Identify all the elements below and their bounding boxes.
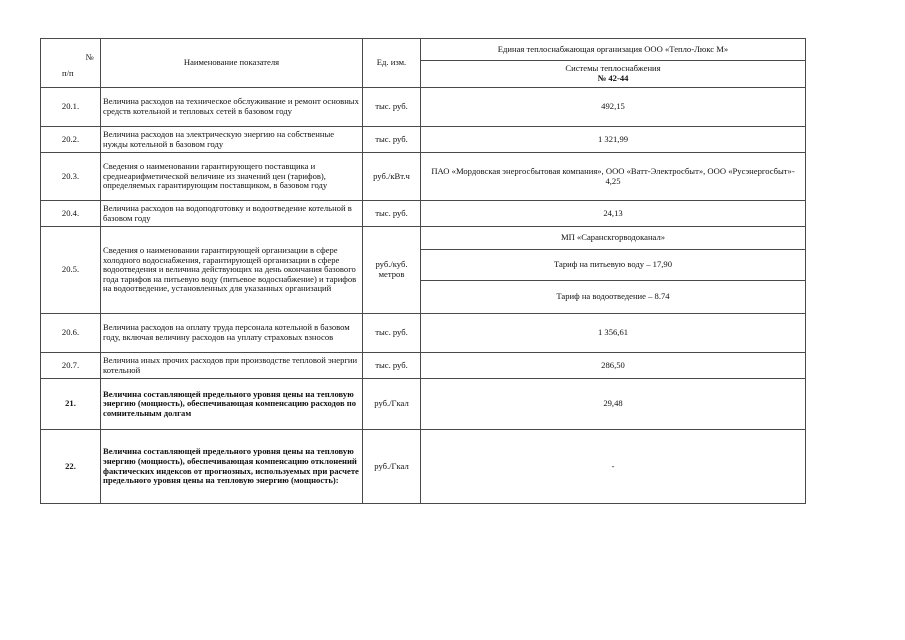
table-row <box>41 227 806 250</box>
row-value: 1 321,99 <box>421 127 806 153</box>
row-name: Величина расходов на водоподготовку и водоотведение котельной в базовом году <box>101 201 363 227</box>
row-num: 20.3. <box>41 153 101 201</box>
header-systems-num: № 42-44 <box>597 73 629 83</box>
row-num: 20.2. <box>41 127 101 153</box>
row-num: 20.1. <box>41 88 101 127</box>
row-value: 24,13 <box>421 201 806 227</box>
row-name: Величина расходов на техническое обслуживание и ремонт основных средств котельной и тепловых сетей в базовом году <box>101 88 363 127</box>
header-systems-cell <box>421 61 806 88</box>
row-unit: тыс. руб. <box>363 201 421 227</box>
row-unit: руб./Гкал <box>363 430 421 504</box>
row-value: - <box>421 430 806 504</box>
table-row <box>41 353 806 379</box>
row-value-organization: МП «Саранскгорводоканал» <box>421 227 806 250</box>
table-row <box>41 430 806 504</box>
row-name: Величина расходов на электрическую энергию на собственные нужды котельной в базовом году <box>101 127 363 153</box>
row-name: Сведения о наименовании гарантирующей организации в сфере холодного водоснабжения, гарантирующей организации в сфере водоотведения и величина действующих на день окончания базового года тарифов на питьевую воду (питьевое водоснабжение) и тарифов на водоотведение, установленных для указанных организаций <box>101 227 363 314</box>
header-row <box>41 39 806 61</box>
row-unit: тыс. руб. <box>363 353 421 379</box>
row-value-water-tariff: Тариф на питьевую воду – 17,90 <box>421 250 806 281</box>
row-name: Величина иных прочих расходов при производстве тепловой энергии котельной <box>101 353 363 379</box>
row-num: 21. <box>41 379 101 430</box>
row-name: Величина расходов на оплату труда персонала котельной в базовом году, включая величину расходов на уплату страховых взносов <box>101 314 363 353</box>
row-value-sewage-tariff: Тариф на водоотведение – 8.74 <box>421 281 806 314</box>
row-name: Величина составляющей предельного уровня цены на тепловую энергию (мощность), обеспечивающая компенсацию расходов по сомнительным долгам <box>101 379 363 430</box>
row-unit: тыс. руб. <box>363 88 421 127</box>
table-row <box>41 379 806 430</box>
row-value: 1 356,61 <box>421 314 806 353</box>
header-num-cell <box>41 39 101 88</box>
row-num: 20.5. <box>41 227 101 314</box>
header-unit: Ед. изм. <box>363 39 421 88</box>
row-name: Сведения о наименовании гарантирующего поставщика и среднеарифметической величине из значений цен (тарифов), определяемых гарантирующим поставщиком, в базовом году <box>101 153 363 201</box>
table-row <box>41 153 806 201</box>
row-num: 20.4. <box>41 201 101 227</box>
row-num: 20.7. <box>41 353 101 379</box>
header-num-sign: № <box>85 52 94 62</box>
row-value: 492,15 <box>421 88 806 127</box>
row-unit: руб./кВт.ч <box>363 153 421 201</box>
row-value: ПАО «Мордовская энергосбытовая компания», ООО «Ватт-Электросбыт», ООО «Русэнергосбыт»- 4,25 <box>421 153 806 201</box>
row-unit: тыс. руб. <box>363 314 421 353</box>
row-unit: руб./Гкал <box>363 379 421 430</box>
table-row <box>41 88 806 127</box>
row-name: Величина составляющей предельного уровня цены на тепловую энергию (мощность), обеспечивающая компенсацию отклонений фактических индексов от прогнозных, используемых при расчете предельного уровня цены на тепловую энергию (мощность): <box>101 430 363 504</box>
row-value: 286,50 <box>421 353 806 379</box>
row-value: 29,48 <box>421 379 806 430</box>
header-name: Наименование показателя <box>101 39 363 88</box>
header-org: Единая теплоснабжающая организация ООО «Тепло-Люкс М» <box>421 39 806 61</box>
table-row <box>41 127 806 153</box>
header-num-pp: п/п <box>62 68 74 78</box>
row-unit: руб./куб. метров <box>363 227 421 314</box>
header-systems: Системы теплоснабжения <box>565 63 661 74</box>
row-unit: тыс. руб. <box>363 127 421 153</box>
table-row <box>41 201 806 227</box>
row-num: 22. <box>41 430 101 504</box>
tariff-table <box>40 38 806 504</box>
table-row <box>41 314 806 353</box>
row-num: 20.6. <box>41 314 101 353</box>
